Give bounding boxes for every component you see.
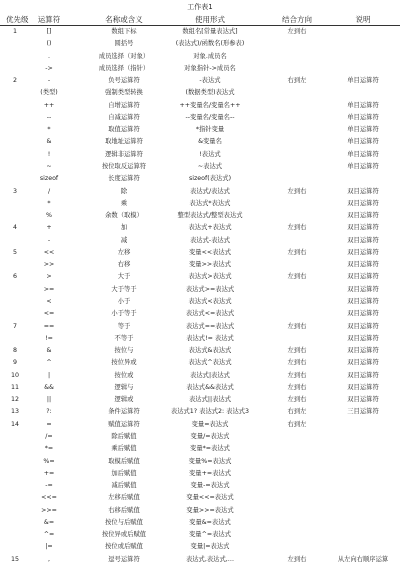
table-row — [0, 247, 400, 259]
cell-note: 单目运算符 — [347, 138, 379, 146]
cell-form: 表达式<=表达式 — [185, 310, 235, 318]
header-direction: 结合方向 — [282, 15, 312, 24]
table-row — [0, 456, 400, 468]
cell-name: 强制类型转换 — [105, 89, 143, 97]
cell-form: 变量%=表达式 — [188, 457, 232, 465]
cell-form: 表达式&&表达式 — [186, 383, 234, 391]
header-name: 名称或含义 — [105, 15, 143, 24]
cell-operator: () — [46, 40, 52, 48]
cell-form: 表达式1? 表达式2: 表达式3 — [170, 408, 250, 416]
header-operator: 运算符 — [37, 15, 61, 24]
cell-form: sizeof(表达式) — [188, 175, 232, 183]
cell-name: 右移后赋值 — [108, 506, 140, 514]
cell-form: !表达式 — [199, 150, 221, 158]
table-row — [0, 357, 400, 369]
cell-level: 4 — [12, 224, 17, 232]
table-row — [0, 173, 400, 185]
cell-form: 表达式>=表达式 — [185, 285, 235, 293]
cell-direction: 左到右 — [287, 28, 307, 35]
table-row — [0, 321, 400, 333]
cell-name: 取模后赋值 — [108, 457, 140, 465]
cell-level: 9 — [12, 359, 17, 367]
cell-operator: += — [43, 469, 55, 477]
cell-form: 变量>>=表达式 — [186, 506, 234, 514]
table-row — [0, 480, 400, 492]
table-row — [0, 124, 400, 136]
cell-form: 表达式<表达式 — [188, 298, 232, 305]
cell-form: *指针变量 — [195, 126, 225, 134]
table-row — [0, 431, 400, 443]
cell-form: 表达式,表达式,… — [185, 555, 235, 563]
cell-direction: 左到右 — [287, 396, 307, 404]
cell-operator: -= — [45, 482, 53, 490]
cell-name: 不等于 — [114, 334, 134, 342]
table-row — [0, 63, 400, 75]
cell-operator: | — [47, 371, 51, 379]
cell-operator: = — [46, 420, 52, 428]
cell-operator: (类型) — [40, 89, 58, 97]
cell-operator: == — [43, 322, 55, 330]
cell-name: 加后赋值 — [111, 469, 137, 477]
cell-form: 对象指针->成员名 — [184, 64, 236, 72]
cell-note: 双目运算符 — [347, 273, 379, 281]
cell-name: 取地址运算符 — [105, 138, 143, 146]
cell-operator: - — [47, 77, 51, 85]
cell-operator: /= — [45, 433, 53, 440]
cell-operator: < — [46, 298, 52, 305]
cell-form: 变量+=表达式 — [188, 469, 232, 477]
cell-operator: [] — [46, 28, 52, 35]
cell-operator: * — [47, 199, 51, 207]
cell-name: 小于 — [117, 298, 131, 305]
table-row — [0, 210, 400, 222]
cell-name: 自增运算符 — [108, 101, 140, 109]
cell-direction: 右到左 — [287, 77, 307, 85]
cell-form: ++变量名/变量名++ — [179, 101, 241, 109]
table-row — [0, 296, 400, 308]
cell-direction: 左到右 — [287, 383, 307, 391]
cell-direction: 左到右 — [287, 273, 307, 281]
cell-name: 余数（取模） — [105, 212, 143, 220]
cell-operator: >> — [43, 261, 55, 269]
cell-name: 减 — [120, 236, 128, 244]
cell-form: ~表达式 — [197, 163, 223, 170]
cell-operator: - — [47, 236, 51, 244]
header-note: 说明 — [355, 15, 371, 24]
cell-operator: <= — [43, 310, 55, 318]
cell-direction: 左到右 — [287, 359, 307, 367]
cell-operator: ?: — [46, 408, 52, 416]
cell-form: 表达式>表达式 — [188, 273, 232, 281]
cell-note: 双目运算符 — [347, 285, 379, 293]
table-row — [0, 100, 400, 112]
table-row — [0, 541, 400, 553]
table-row — [0, 505, 400, 517]
cell-direction: 左到右 — [287, 371, 307, 379]
cell-operator: sizeof — [39, 175, 59, 183]
cell-name: 乘后赋值 — [111, 445, 137, 453]
table-row — [0, 38, 400, 50]
cell-name: 数组下标 — [111, 28, 137, 35]
table-row — [0, 394, 400, 406]
cell-form: 表达式+表达式 — [188, 224, 232, 232]
table-row — [0, 517, 400, 529]
cell-name: 减后赋值 — [111, 482, 137, 490]
cell-note: 从左向右顺序运算 — [337, 555, 389, 563]
cell-form: -表达式 — [199, 77, 221, 85]
cell-operator: ^= — [43, 531, 55, 539]
cell-name: 取值运算符 — [108, 126, 140, 134]
cell-name: 按位异或后赋值 — [101, 531, 147, 539]
cell-form: 表达式-表达式 — [189, 236, 231, 244]
cell-operator: >= — [43, 285, 55, 293]
cell-form: 数组名[常量表达式] — [182, 28, 238, 35]
table-row — [0, 87, 400, 99]
cell-note: 双目运算符 — [347, 298, 379, 305]
cell-level: 1 — [12, 28, 17, 35]
cell-form: 变量<<表达式 — [188, 248, 232, 256]
header-form: 使用形式 — [195, 15, 225, 24]
cell-operator: || — [46, 396, 52, 404]
cell-name: 长度运算符 — [108, 175, 140, 183]
cell-operator: * — [47, 126, 51, 134]
table-row — [0, 51, 400, 63]
cell-form: 表达式!= 表达式 — [186, 334, 234, 342]
cell-operator: <<= — [41, 494, 57, 502]
cell-name: 按位异或 — [111, 359, 137, 367]
cell-name: 大于 — [117, 273, 131, 281]
cell-form: 表达式*表达式 — [189, 199, 231, 207]
header-level: 优先级 — [6, 15, 29, 24]
cell-name: 负号运算符 — [108, 77, 140, 85]
cell-level: 7 — [12, 322, 17, 330]
cell-operator: != — [45, 334, 53, 342]
cell-form: 对象.成员名 — [193, 52, 227, 60]
cell-name: 逗号运算符 — [108, 555, 140, 563]
cell-direction: 左到右 — [287, 322, 307, 330]
table-row — [0, 345, 400, 357]
cell-note: 单目运算符 — [347, 126, 379, 134]
cell-name: 按位与后赋值 — [105, 518, 143, 526]
cell-name: 成员选择（指针） — [98, 64, 150, 72]
table-row — [0, 284, 400, 296]
cell-name: 除后赋值 — [111, 433, 137, 440]
cell-name: 逻辑非运算符 — [105, 150, 143, 158]
cell-name: 小于等于 — [111, 310, 137, 318]
cell-operator: ++ — [43, 101, 55, 109]
cell-note: 单目运算符 — [347, 150, 379, 158]
cell-form: 变量*=表达式 — [190, 445, 230, 453]
cell-operator: << — [43, 248, 55, 256]
cell-form: 变量<<=表达式 — [186, 494, 234, 502]
cell-operator: |= — [45, 543, 53, 551]
table-row — [0, 308, 400, 320]
cell-note: 单目运算符 — [347, 163, 379, 170]
cell-note: 双目运算符 — [347, 187, 379, 195]
page-title: 工作表1 — [187, 3, 213, 11]
cell-form: 变量/=表达式 — [190, 433, 230, 440]
cell-operator: -- — [46, 113, 52, 121]
cell-note: 单目运算符 — [347, 113, 379, 121]
table-row — [0, 333, 400, 345]
cell-name: 自减运算符 — [108, 113, 140, 121]
cell-direction: 左到右 — [287, 347, 307, 355]
cell-operator: ^ — [46, 359, 52, 367]
cell-name: 除 — [120, 187, 128, 195]
cell-name: 条件运算符 — [108, 408, 140, 416]
cell-note: 单目运算符 — [347, 77, 379, 85]
table-row — [0, 112, 400, 124]
table-row — [0, 186, 400, 198]
cell-form: 变量-=表达式 — [190, 482, 230, 490]
cell-note: 双目运算符 — [347, 248, 379, 256]
cell-direction: 右到左 — [287, 420, 307, 428]
table-row — [0, 529, 400, 541]
table-row — [0, 26, 400, 38]
cell-name: 加 — [120, 224, 128, 232]
table-row — [0, 271, 400, 283]
table-row — [0, 136, 400, 148]
cell-name: 按位取反运算符 — [101, 163, 147, 170]
table-row — [0, 149, 400, 161]
table-row — [0, 235, 400, 247]
cell-operator: / — [47, 187, 51, 195]
cell-note: 双目运算符 — [347, 261, 379, 269]
cell-name: 按位与 — [114, 347, 134, 355]
cell-form: 表达式||表达式 — [188, 396, 232, 404]
cell-form: 变量^=表达式 — [188, 531, 232, 539]
cell-level: 3 — [12, 187, 17, 195]
cell-operator: & — [46, 347, 52, 355]
cell-note: 双目运算符 — [347, 383, 379, 391]
cell-note: 双目运算符 — [347, 371, 379, 379]
cell-note: 双目运算符 — [347, 396, 379, 404]
cell-name: 大于等于 — [111, 285, 137, 293]
cell-form: 表达式|表达式 — [190, 371, 230, 379]
cell-operator: . — [47, 52, 50, 60]
cell-operator: *= — [44, 445, 54, 453]
cell-form: 变量>>表达式 — [188, 261, 232, 269]
cell-level: 15 — [10, 555, 19, 563]
cell-form: (表达式)/函数名(形参表) — [175, 40, 245, 48]
table-row — [0, 554, 400, 566]
cell-name: 逻辑或 — [114, 396, 134, 404]
cell-level: 8 — [12, 347, 17, 355]
cell-note: 双目运算符 — [347, 236, 379, 244]
cell-note: 双目运算符 — [347, 347, 379, 355]
table-row — [0, 443, 400, 455]
cell-form: 变量=表达式 — [191, 420, 229, 428]
cell-form: 变量&=表达式 — [189, 518, 231, 526]
cell-form: --变量名/变量名-- — [185, 113, 235, 121]
cell-note: 双目运算符 — [347, 224, 379, 232]
cell-level: 5 — [12, 248, 17, 256]
table-row — [0, 198, 400, 210]
table-row — [0, 419, 400, 431]
cell-operator: ! — [47, 150, 51, 158]
cell-level: 14 — [10, 420, 19, 428]
cell-note: 双目运算符 — [347, 322, 379, 330]
table-row — [0, 370, 400, 382]
cell-operator: >>= — [41, 506, 57, 514]
cell-note: 双目运算符 — [347, 359, 379, 367]
cell-direction: 左到右 — [287, 555, 307, 563]
cell-level: 13 — [10, 408, 19, 416]
cell-form: 表达式&表达式 — [188, 347, 232, 355]
table-row — [0, 222, 400, 234]
cell-name: 左移后赋值 — [108, 494, 140, 502]
cell-form: 表达式==表达式 — [185, 322, 235, 330]
cell-form: 变量|=表达式 — [190, 543, 230, 551]
cell-name: 按位或 — [114, 371, 134, 379]
cell-level: 12 — [10, 396, 19, 404]
cell-note: 双目运算符 — [347, 199, 379, 207]
cell-form: &变量名 — [198, 138, 222, 146]
cell-note: 单目运算符 — [347, 101, 379, 109]
cell-name: 按位或后赋值 — [105, 543, 143, 551]
cell-note: 三目运算符 — [347, 408, 379, 416]
cell-operator: , — [47, 555, 50, 563]
cell-note: 双目运算符 — [347, 334, 379, 342]
cell-direction: 左到右 — [287, 187, 307, 195]
cell-level: 11 — [10, 383, 19, 391]
cell-level: 6 — [12, 273, 17, 281]
cell-name: 成员选择（对象） — [98, 52, 150, 60]
cell-direction: 右到左 — [287, 408, 307, 416]
table-row — [0, 468, 400, 480]
cell-name: 等于 — [117, 322, 131, 330]
cell-name: 乘 — [120, 199, 128, 207]
cell-operator: & — [46, 138, 52, 146]
cell-direction: 左到右 — [287, 224, 307, 232]
table-row — [0, 75, 400, 87]
table-row — [0, 382, 400, 394]
table-row — [0, 406, 400, 418]
cell-level: 10 — [10, 371, 19, 379]
cell-operator: > — [46, 273, 52, 281]
cell-name: 赋值运算符 — [108, 420, 140, 428]
cell-form: 表达式^表达式 — [188, 359, 232, 367]
table-row — [0, 492, 400, 504]
cell-note: 双目运算符 — [347, 310, 379, 318]
cell-level: 2 — [12, 77, 17, 85]
cell-form: (数据类型)表达式 — [185, 89, 235, 97]
cell-name: 右移 — [117, 261, 131, 269]
cell-operator: && — [44, 383, 54, 391]
cell-operator: %= — [43, 457, 55, 465]
cell-operator: -> — [45, 64, 53, 72]
cell-form: 表达式/表达式 — [190, 187, 230, 195]
table-row — [0, 161, 400, 173]
cell-name: 左移 — [117, 248, 131, 256]
cell-operator: ~ — [46, 163, 52, 170]
cell-name: 圆括号 — [114, 40, 134, 48]
cell-note: 双目运算符 — [347, 212, 379, 220]
cell-operator: &= — [43, 518, 55, 526]
cell-operator: % — [46, 212, 52, 220]
cell-direction: 左到右 — [287, 248, 307, 256]
cell-operator: + — [46, 224, 52, 232]
table-row — [0, 259, 400, 271]
cell-name: 逻辑与 — [114, 383, 134, 391]
cell-form: 整型表达式/整型表达式 — [177, 212, 243, 220]
